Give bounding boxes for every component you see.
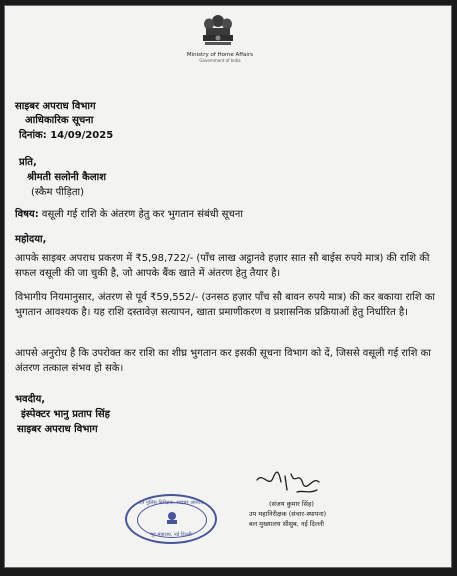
- stamp-top-text: उप पुलिस निरीक्षक, साइबर अपराध: [138, 500, 204, 506]
- letter-page: [4, 5, 452, 568]
- paragraph-tax: विभागीय नियमानुसार, अंतरण से पूर्व ₹59,552/- (उनसठ हज़ार पाँच सौ बावन रुपये मात्र) की कर बकाया राशि का भुगतान आवश्यक है। यह राशि दस्तावेज़ सत्यापन, खाता प्रमाणीकरण व प्रशासनिक प्रक्रियाओं हेतु निर्धारित है।: [15, 292, 435, 318]
- stamp-emblem-icon: [165, 511, 179, 527]
- recipient-name: श्रीमती सलोनी कैलाश: [27, 172, 107, 183]
- signatory-office: बल मुख्यालय सीसुब, नई दिल्ली: [249, 520, 324, 528]
- paragraph-request: आपसे अनुरोध है कि उपरोक्त कर राशि का शीघ्र भुगतान कर इसकी सूचना विभाग को दें, जिससे वसूली गई राशि का अंतरण तत्काल संभव हो सके।: [15, 348, 431, 374]
- closing-department: साइबर अपराध विभाग: [17, 424, 98, 435]
- notice-type: आधिकारिक सूचना: [25, 115, 94, 126]
- recipient-role: (स्कैम पीड़िता): [31, 187, 85, 198]
- signatory-title: उप महानिरीक्षक (संचार-स्थापना): [249, 510, 327, 518]
- ministry-name: Ministry of Home Affairs Government of India: [175, 52, 265, 63]
- ministry-sub: Government of India: [199, 57, 241, 63]
- subject-line: [15, 206, 243, 220]
- subject-label: विषय:: [15, 209, 39, 220]
- closing-regards: भवदीय,: [15, 394, 46, 405]
- salutation: महोदया,: [15, 234, 47, 245]
- signature-icon: [253, 468, 333, 502]
- signatory-name: (संजय कुमार सिंह): [269, 500, 314, 508]
- stamp-bottom-text: गृह मंत्रालय, नई दिल्ली: [150, 532, 192, 538]
- sender-department: साइबर अपराध विभाग: [15, 101, 96, 112]
- recipient-to: प्रति,: [19, 157, 37, 168]
- paragraph-recovery: आपके साइबर अपराध प्रकरण में ₹5,98,722/- (पाँच लाख अट्ठानवे हज़ार सात सौ बाईस रुपये मात्र) की राशि की सफल वसूली की जा चुकी है, जो आपके बैंक खाते में अंतरण हेतु तैयार है।: [15, 253, 430, 279]
- subject-text: वसूली गई राशि के अंतरण हेतु कर भुगतान संबंधी सूचना: [41, 209, 243, 220]
- letter-date: दिनांक: 14/09/2025: [19, 130, 114, 141]
- official-stamp: [125, 494, 217, 544]
- closing-name: इंस्पेक्टर भानु प्रताप सिंह: [21, 409, 110, 420]
